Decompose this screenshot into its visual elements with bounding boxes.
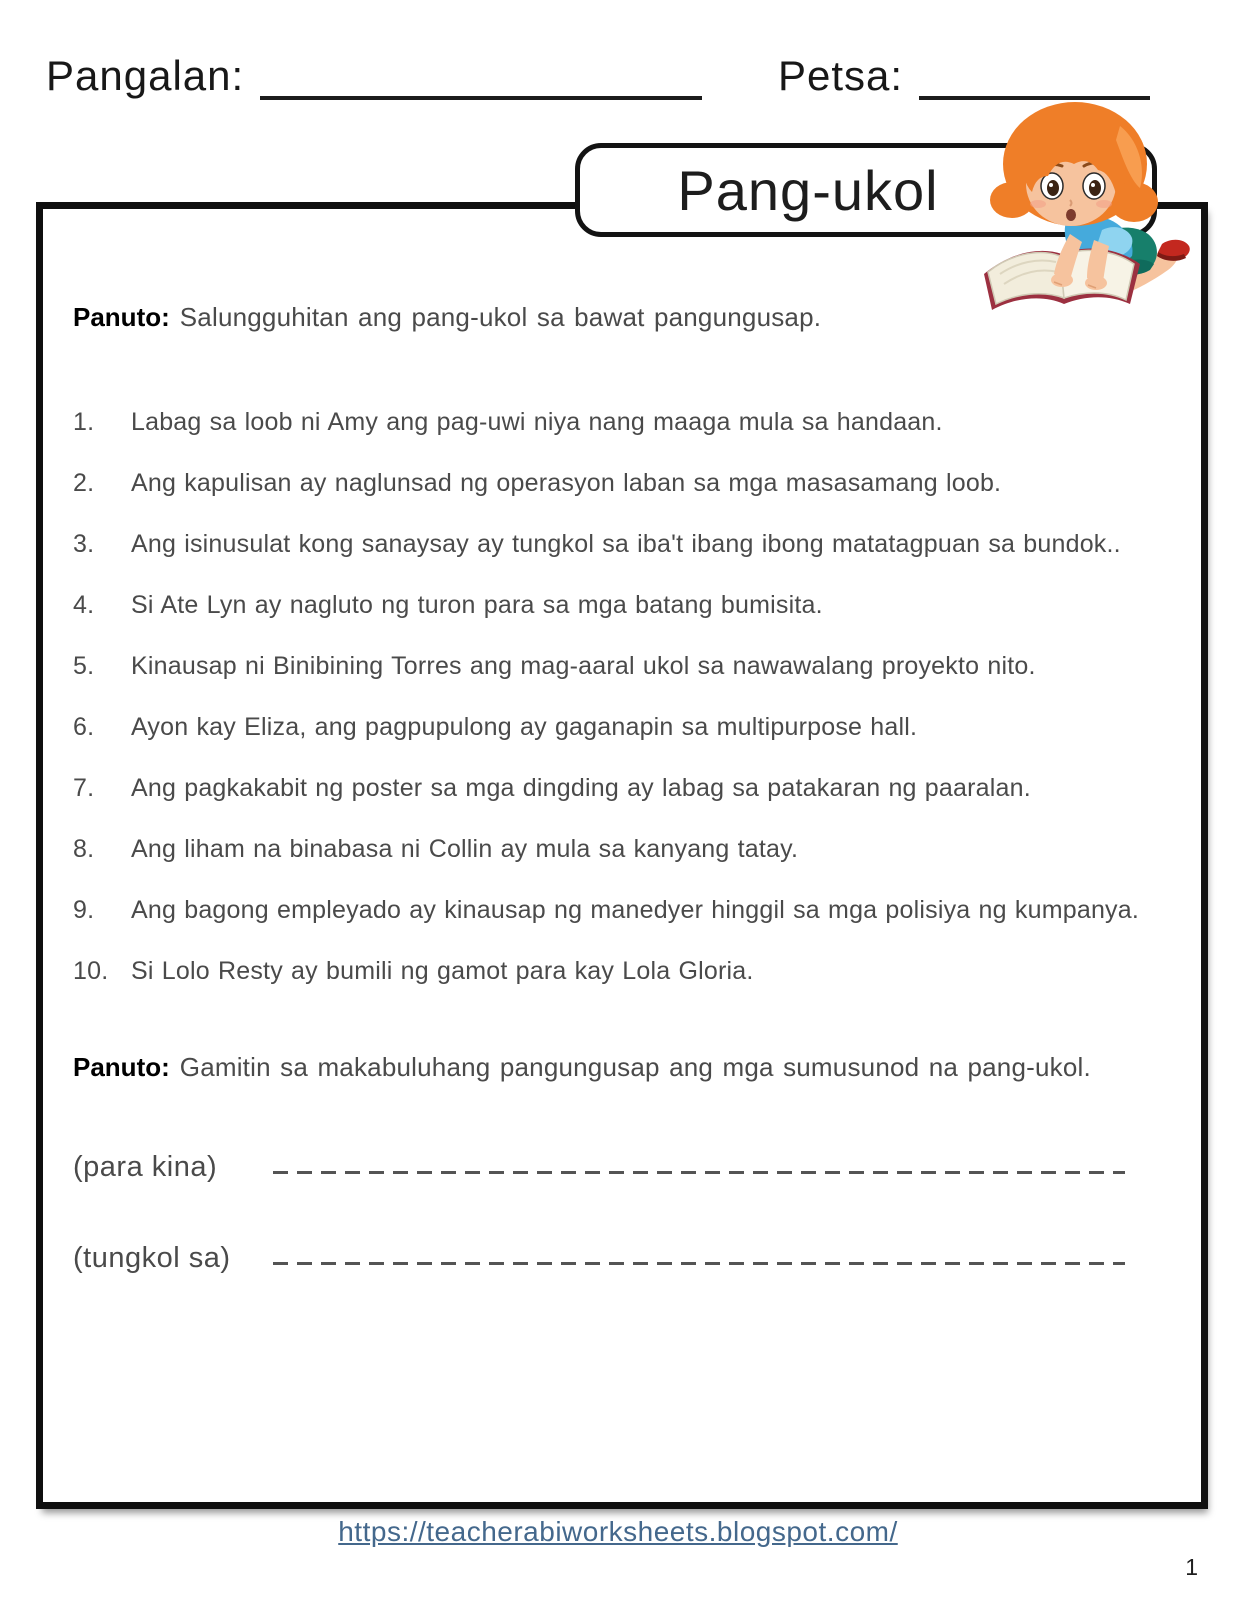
sentence-item-6 [73,700,1139,755]
sentence-item-7 [73,761,1139,816]
sentence-list [73,395,1139,999]
sentence-number: 6. [73,713,95,741]
sentence-item-4 [73,578,1139,633]
pupil-right [1089,180,1101,196]
sentence-item-9 [73,883,1139,938]
instruction-2-text: Gamitin sa makabuluhang pangungusap ang mga sumusunod na pang-ukol. [179,1052,1091,1082]
sentence-number: 9. [73,896,95,924]
footer-link[interactable]: https://teacherabiworksheets.blogspot.com/ [338,1516,898,1547]
sentence-item-1 [73,395,1139,450]
name-label: Pangalan: [46,52,245,99]
date-field [778,48,1150,100]
name-blank-line[interactable] [260,48,702,100]
sentence-item-2 [73,456,1139,511]
answer-dashed-line-2[interactable] [273,1262,1125,1265]
mouth-shape [1066,209,1076,221]
sentence-number: 7. [73,774,95,802]
prompt-row-para-kina [73,1151,1139,1184]
page-title: Pang-ukol [677,158,939,222]
page-number: 1 [1185,1554,1198,1580]
instruction-2 [73,1047,1139,1087]
sentence-item-3 [73,517,1139,572]
instruction-2-label: Panuto: [73,1052,170,1082]
eye-glint-right [1091,183,1095,187]
sentence-text: Ang kapulisan ay naglunsad ng operasyon laban sa mga masasamang loob. [131,469,1002,497]
name-field [46,48,702,100]
prompt-row-tungkol-sa [73,1242,1139,1275]
sentence-text: Kinausap ni Binibining Torres ang mag-aaral ukol sa nawawalang proyekto nito. [131,652,1036,680]
pupil-left [1047,180,1059,196]
sentence-text: Si Ate Lyn ay nagluto ng turon para sa mga batang bumisita. [131,591,823,619]
date-label: Petsa: [778,52,904,99]
blush-right [1096,200,1112,208]
sentence-text: Ang liham na binabasa ni Collin ay mula sa kanyang tatay. [131,835,799,863]
sentence-number: 1. [73,408,95,436]
sentence-text: Ang pagkakabit ng poster sa mga dingding ay labag sa patakaran ng paaralan. [131,774,1031,802]
sentence-text: Labag sa loob ni Amy ang pag-uwi niya nang maaga mula sa handaan. [131,408,943,436]
sentence-number: 3. [73,530,95,558]
sentence-item-5 [73,639,1139,694]
blush-left [1030,200,1046,208]
answer-dashed-line-1[interactable] [273,1171,1125,1174]
prompt-label: (tungkol sa) [73,1242,231,1274]
sentence-text: Ang isinusulat kong sanaysay ay tungkol sa iba't ibang ibong matatagpuan sa bundok.. [131,530,1121,558]
sentence-item-10 [73,944,1139,999]
girl-reading-illustration [970,96,1192,312]
instruction-1-label: Panuto: [73,302,170,332]
sentence-text: Si Lolo Resty ay bumili ng gamot para kay Lola Gloria. [131,957,754,985]
sentence-text: Ang bagong empleyado ay kinausap ng manedyer hinggil sa mga polisiya ng kumpanya. [131,896,1139,924]
sentence-number: 4. [73,591,95,619]
sentence-number: 2. [73,469,95,497]
date-blank-line[interactable] [919,48,1150,100]
instruction-1-text: Salungguhitan ang pang-ukol sa bawat pangungusap. [179,302,822,332]
sentence-number: 10. [73,957,109,985]
footer [0,1516,1236,1548]
sentence-text: Ayon kay Eliza, ang pagpupulong ay gaganapin sa multipurpose hall. [131,713,918,741]
sentence-item-8 [73,822,1139,877]
worksheet-body [36,202,1208,1509]
eye-glint-left [1049,183,1053,187]
sentence-number: 5. [73,652,95,680]
sentence-number: 8. [73,835,95,863]
prompt-label: (para kina) [73,1151,218,1183]
